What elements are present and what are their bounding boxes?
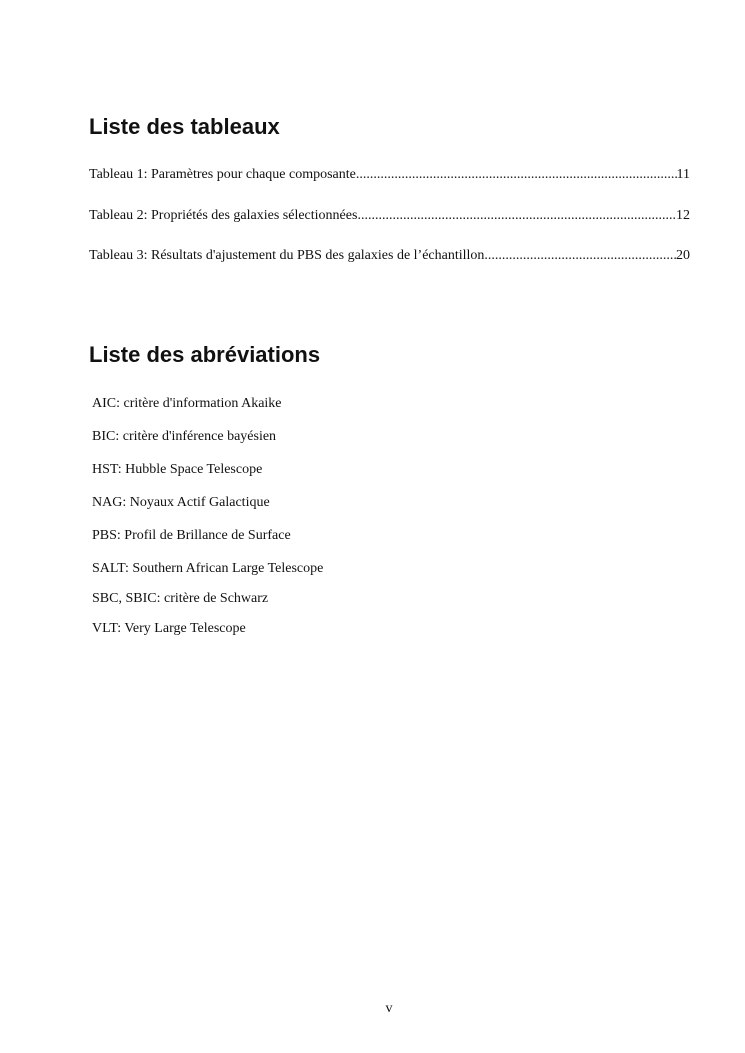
toc-dot-leader (356, 166, 677, 184)
toc-dot-leader (357, 207, 676, 225)
toc-entry-page: 11 (676, 167, 690, 182)
abbreviation-item: VLT: Very Large Telescope (92, 621, 246, 636)
abbreviation-item: HST: Hubble Space Telescope (92, 462, 263, 477)
toc-entry-page: 20 (676, 248, 690, 263)
toc-entry-title: Tableau 2: Propriétés des galaxies sélectionnées (89, 208, 358, 223)
toc-entry (89, 247, 690, 265)
toc-entry-title: Tableau 3: Résultats d'ajustement du PBS des galaxies de l’échantillon (89, 248, 485, 263)
toc-dot-leader (484, 247, 676, 265)
abbreviation-item: SBC, SBIC: critère de Schwarz (92, 591, 269, 606)
toc-entry-title: Tableau 1: Paramètres pour chaque composante (89, 167, 356, 182)
page-number: v (385, 1001, 393, 1016)
abbreviations-list-heading: Liste des abréviations (89, 342, 321, 367)
abbreviation-item: AIC: critère d'information Akaike (92, 396, 282, 411)
toc-entry-page: 12 (676, 208, 690, 223)
toc-entry (89, 166, 690, 184)
toc-entry (89, 207, 690, 225)
tables-list-heading: Liste des tableaux (89, 114, 280, 139)
abbreviation-item: SALT: Southern African Large Telescope (92, 561, 324, 576)
abbreviation-item: PBS: Profil de Brillance de Surface (92, 528, 291, 543)
abbreviation-item: BIC: critère d'inférence bayésien (92, 429, 277, 444)
abbreviation-item: NAG: Noyaux Actif Galactique (92, 495, 270, 510)
